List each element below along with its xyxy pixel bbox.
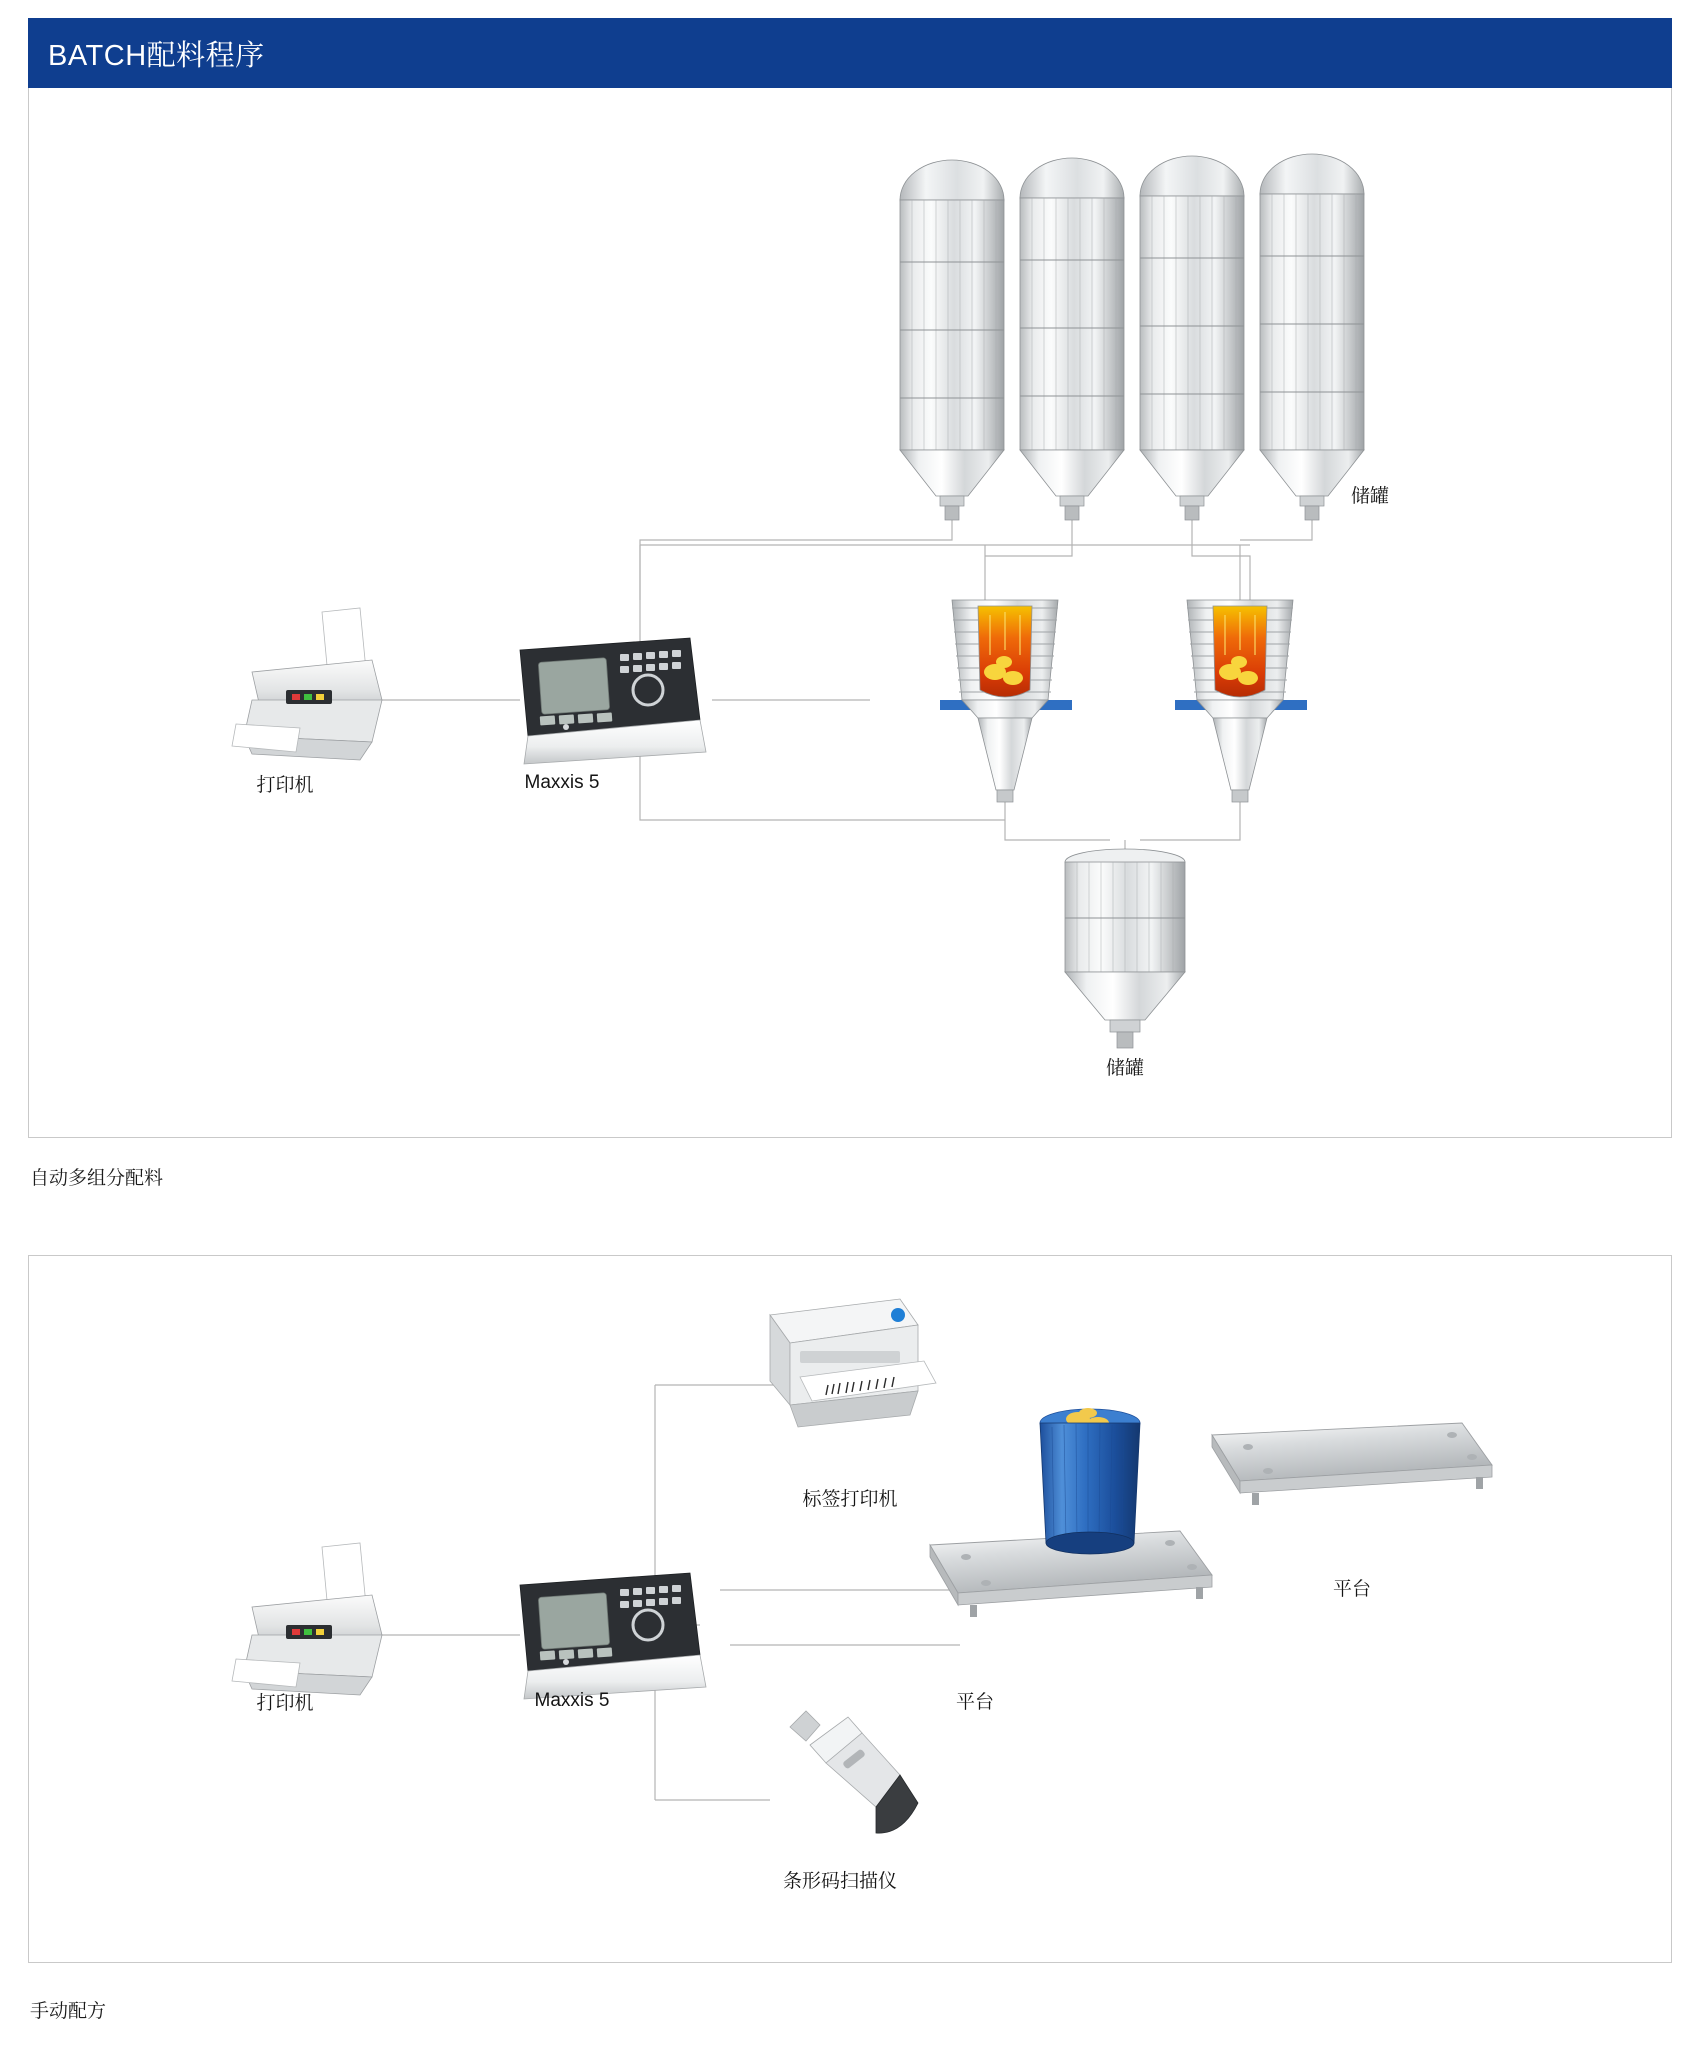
printer-bottom bbox=[232, 1543, 382, 1695]
silo-4 bbox=[1260, 154, 1364, 520]
terminal-bottom bbox=[520, 1573, 706, 1699]
label-terminal-top: Maxxis 5 bbox=[524, 772, 600, 793]
label-printer-top: 打印机 bbox=[256, 775, 314, 796]
label-terminal-bottom: Maxxis 5 bbox=[534, 1690, 610, 1711]
label-platform-front: 平台 bbox=[955, 1692, 995, 1713]
silo-3 bbox=[1140, 156, 1244, 520]
label-label-printer: 标签打印机 bbox=[802, 1489, 898, 1510]
printer-top bbox=[232, 608, 382, 760]
label-printer-bottom: 打印机 bbox=[256, 1693, 314, 1714]
manual-formula-diagram bbox=[0, 1255, 1700, 2055]
silo-1 bbox=[900, 160, 1004, 520]
weighing-hopper-2 bbox=[1175, 600, 1307, 802]
weighing-hopper-1 bbox=[940, 600, 1072, 802]
caption-automatic: 自动多组分配料 bbox=[30, 1168, 164, 1189]
barcode-scanner bbox=[790, 1711, 918, 1833]
floor-scale-back bbox=[1212, 1423, 1492, 1505]
terminal-top bbox=[520, 638, 706, 764]
caption-manual: 手动配方 bbox=[30, 2001, 107, 2022]
label-barcode-scanner: 条形码扫描仪 bbox=[782, 1871, 898, 1892]
collecting-tank bbox=[1065, 849, 1185, 1048]
silo-2 bbox=[1020, 158, 1124, 520]
label-silos-top: 储罐 bbox=[1350, 486, 1390, 507]
page-title: BATCH配料程序 bbox=[48, 39, 265, 72]
label-platform-back: 平台 bbox=[1332, 1579, 1372, 1600]
blue-drum bbox=[1040, 1408, 1140, 1554]
label-printer bbox=[770, 1299, 936, 1427]
label-collect-tank: 储罐 bbox=[1105, 1058, 1145, 1079]
silo-group bbox=[900, 154, 1364, 520]
